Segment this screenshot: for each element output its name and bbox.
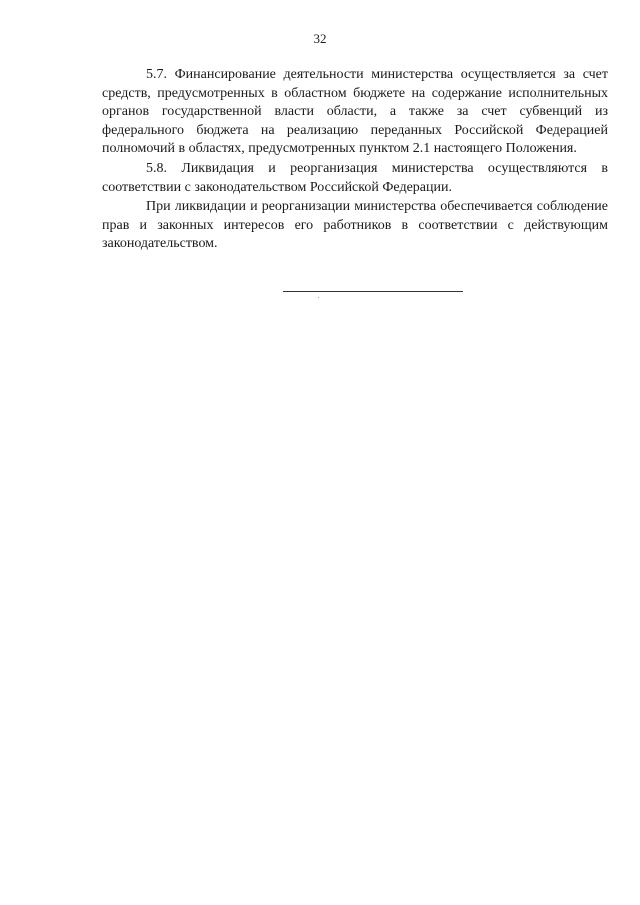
end-of-text-rule [283, 291, 463, 292]
paragraph-liquidation-rights: При ликвидации и реорганизации министерства обеспечивается соблюдение прав и законных интересов его работников в соответствии с действующим законодательством. [102, 199, 608, 252]
document-body [102, 66, 608, 254]
paragraph-5-8: 5.8. Ликвидация и реорганизация министерства осуществляются в соответствии с законодательством Российской Федерации. [102, 160, 608, 195]
paragraph-5-7: 5.7. Финансирование деятельности министерства осуществляется за счет средств, предусмотренных в областном бюджете на содержание исполнительных органов государственной власти области, а также за счет субвенций из федерального бюджета на реализацию переданных Российской Федерацией полномочий в областях, предусмотренных пунктом 2.1 настоящего Положения. [102, 67, 608, 157]
page-number: 32 [313, 31, 327, 46]
scan-speck [318, 297, 319, 298]
